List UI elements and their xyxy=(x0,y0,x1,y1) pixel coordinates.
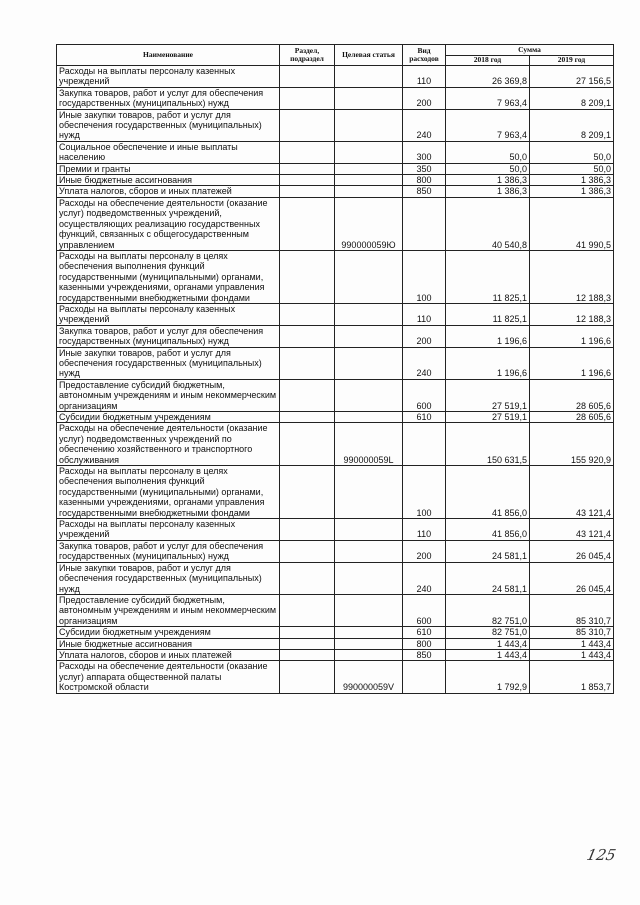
header-target: Целевая статья xyxy=(335,45,403,66)
cell-expense-type: 100 xyxy=(403,466,446,519)
cell-sum-2018: 41 856,0 xyxy=(446,466,530,519)
cell-sum-2018: 1 443,4 xyxy=(446,638,530,649)
cell-expense-type: 100 xyxy=(403,250,446,303)
cell-name: Социальное обеспечение и иные выплаты населению xyxy=(57,141,280,163)
table-row xyxy=(57,66,614,88)
cell-expense-type: 610 xyxy=(403,412,446,423)
table-row xyxy=(57,109,614,141)
cell-section xyxy=(280,661,335,693)
cell-sum-2019: 8 209,1 xyxy=(530,87,614,109)
cell-target xyxy=(335,627,403,638)
cell-name: Субсидии бюджетным учреждениям xyxy=(57,627,280,638)
cell-expense-type xyxy=(403,197,446,250)
cell-name: Расходы на выплаты персоналу казенных учреждений xyxy=(57,66,280,88)
cell-target xyxy=(335,109,403,141)
cell-section xyxy=(280,638,335,649)
cell-name: Иные бюджетные ассигнования xyxy=(57,175,280,186)
cell-sum-2018: 24 581,1 xyxy=(446,540,530,562)
cell-sum-2019: 43 121,4 xyxy=(530,519,614,541)
cell-name: Субсидии бюджетным учреждениям xyxy=(57,412,280,423)
cell-sum-2019: 1 443,4 xyxy=(530,649,614,660)
cell-name: Расходы на обеспечение деятельности (оказание услуг) подведомственных учреждений, осуществляющих реализацию государственных функций, связанных с общегосударственным управлением xyxy=(57,197,280,250)
cell-sum-2018: 27 519,1 xyxy=(446,412,530,423)
cell-sum-2018: 24 581,1 xyxy=(446,562,530,594)
cell-name: Расходы на обеспечение деятельности (оказание услуг) подведомственных учреждений по обеспечению хозяйственного и транспортного обслуживания xyxy=(57,423,280,466)
cell-expense-type: 850 xyxy=(403,649,446,660)
cell-sum-2019: 85 310,7 xyxy=(530,594,614,626)
cell-sum-2018: 41 856,0 xyxy=(446,519,530,541)
header-section: Раздел, подраздел xyxy=(280,45,335,66)
table-row xyxy=(57,141,614,163)
cell-name: Премии и гранты xyxy=(57,163,280,174)
cell-section xyxy=(280,594,335,626)
cell-sum-2018: 40 540,8 xyxy=(446,197,530,250)
cell-name: Расходы на выплаты персоналу казенных учреждений xyxy=(57,519,280,541)
cell-target xyxy=(335,562,403,594)
cell-sum-2019: 43 121,4 xyxy=(530,466,614,519)
cell-sum-2018: 11 825,1 xyxy=(446,250,530,303)
cell-section xyxy=(280,562,335,594)
cell-section xyxy=(280,519,335,541)
header-year-2018: 2018 год xyxy=(446,56,530,66)
cell-name: Иные закупки товаров, работ и услуг для обеспечения государственных (муниципальных) нужд xyxy=(57,347,280,379)
table-row xyxy=(57,562,614,594)
cell-section xyxy=(280,649,335,660)
cell-target xyxy=(335,379,403,411)
cell-expense-type: 850 xyxy=(403,186,446,197)
cell-sum-2018: 11 825,1 xyxy=(446,303,530,325)
cell-name: Закупка товаров, работ и услуг для обеспечения государственных (муниципальных) нужд xyxy=(57,325,280,347)
table-row xyxy=(57,186,614,197)
table-row xyxy=(57,519,614,541)
cell-sum-2018: 27 519,1 xyxy=(446,379,530,411)
cell-sum-2018: 82 751,0 xyxy=(446,627,530,638)
cell-section xyxy=(280,412,335,423)
table-row xyxy=(57,540,614,562)
header-name: Наименование xyxy=(57,45,280,66)
table-row xyxy=(57,412,614,423)
cell-section xyxy=(280,627,335,638)
cell-expense-type: 200 xyxy=(403,325,446,347)
table-row xyxy=(57,87,614,109)
cell-name: Уплата налогов, сборов и иных платежей xyxy=(57,186,280,197)
table-row xyxy=(57,250,614,303)
cell-target xyxy=(335,303,403,325)
cell-target xyxy=(335,519,403,541)
cell-sum-2019: 12 188,3 xyxy=(530,250,614,303)
table-row xyxy=(57,303,614,325)
page-number: 125 xyxy=(585,846,618,864)
cell-sum-2019: 26 045,4 xyxy=(530,540,614,562)
table-body xyxy=(57,66,614,694)
table-row xyxy=(57,638,614,649)
cell-sum-2019: 85 310,7 xyxy=(530,627,614,638)
table-row xyxy=(57,175,614,186)
cell-target xyxy=(335,87,403,109)
cell-section xyxy=(280,66,335,88)
cell-sum-2019: 8 209,1 xyxy=(530,109,614,141)
table-row xyxy=(57,423,614,466)
header-sum: Сумма xyxy=(446,45,614,56)
cell-sum-2019: 41 990,5 xyxy=(530,197,614,250)
cell-section xyxy=(280,466,335,519)
cell-name: Иные закупки товаров, работ и услуг для обеспечения государственных (муниципальных) нужд xyxy=(57,562,280,594)
cell-expense-type: 240 xyxy=(403,109,446,141)
table-row xyxy=(57,163,614,174)
cell-sum-2019: 50,0 xyxy=(530,163,614,174)
cell-section xyxy=(280,141,335,163)
cell-section xyxy=(280,379,335,411)
cell-sum-2018: 7 963,4 xyxy=(446,109,530,141)
cell-name: Расходы на обеспечение деятельности (оказание услуг) аппарата общественной палаты Костромской области xyxy=(57,661,280,693)
cell-section xyxy=(280,175,335,186)
cell-target: 990000059Ю xyxy=(335,197,403,250)
cell-target: 990000059L xyxy=(335,423,403,466)
cell-name: Закупка товаров, работ и услуг для обеспечения государственных (муниципальных) нужд xyxy=(57,540,280,562)
cell-expense-type xyxy=(403,661,446,693)
cell-sum-2018: 26 369,8 xyxy=(446,66,530,88)
cell-sum-2019: 1 443,4 xyxy=(530,638,614,649)
cell-section xyxy=(280,163,335,174)
cell-name: Иные закупки товаров, работ и услуг для обеспечения государственных (муниципальных) нужд xyxy=(57,109,280,141)
cell-target xyxy=(335,250,403,303)
cell-name: Предоставление субсидий бюджетным, автономным учреждениям и иным некоммерческим организациям xyxy=(57,379,280,411)
cell-section xyxy=(280,347,335,379)
cell-target xyxy=(335,186,403,197)
cell-sum-2018: 1 792,9 xyxy=(446,661,530,693)
cell-expense-type: 300 xyxy=(403,141,446,163)
cell-sum-2019: 1 853,7 xyxy=(530,661,614,693)
cell-section xyxy=(280,250,335,303)
cell-section xyxy=(280,186,335,197)
cell-sum-2019: 155 920,9 xyxy=(530,423,614,466)
cell-expense-type: 600 xyxy=(403,594,446,626)
cell-sum-2019: 28 605,6 xyxy=(530,379,614,411)
cell-sum-2018: 82 751,0 xyxy=(446,594,530,626)
table-row xyxy=(57,347,614,379)
cell-sum-2019: 28 605,6 xyxy=(530,412,614,423)
cell-sum-2018: 1 196,6 xyxy=(446,325,530,347)
cell-name: Расходы на выплаты персоналу в целях обеспечения выполнения функций государственными (муниципальными) органами, казенными учреждениями, органами управления государственными внебюджетными фондами xyxy=(57,466,280,519)
cell-expense-type: 800 xyxy=(403,638,446,649)
cell-target xyxy=(335,466,403,519)
cell-target xyxy=(335,325,403,347)
cell-sum-2019: 1 386,3 xyxy=(530,186,614,197)
cell-expense-type xyxy=(403,423,446,466)
cell-sum-2019: 50,0 xyxy=(530,141,614,163)
cell-sum-2018: 50,0 xyxy=(446,163,530,174)
cell-expense-type: 110 xyxy=(403,519,446,541)
cell-section xyxy=(280,423,335,466)
cell-sum-2018: 1 386,3 xyxy=(446,186,530,197)
cell-sum-2019: 1 196,6 xyxy=(530,347,614,379)
cell-sum-2019: 12 188,3 xyxy=(530,303,614,325)
header-expense-type: Вид расходов xyxy=(403,45,446,66)
cell-sum-2019: 1 386,3 xyxy=(530,175,614,186)
table-row xyxy=(57,594,614,626)
cell-sum-2019: 27 156,5 xyxy=(530,66,614,88)
table-row xyxy=(57,325,614,347)
cell-expense-type: 610 xyxy=(403,627,446,638)
cell-expense-type: 200 xyxy=(403,87,446,109)
cell-expense-type: 240 xyxy=(403,562,446,594)
cell-section xyxy=(280,87,335,109)
table-header xyxy=(57,45,614,66)
cell-expense-type: 110 xyxy=(403,303,446,325)
cell-target xyxy=(335,594,403,626)
cell-sum-2018: 1 443,4 xyxy=(446,649,530,660)
table-row xyxy=(57,627,614,638)
table-row xyxy=(57,649,614,660)
cell-section xyxy=(280,197,335,250)
cell-expense-type: 600 xyxy=(403,379,446,411)
cell-name: Расходы на выплаты персоналу в целях обеспечения выполнения функций государственными (муниципальными) органами, казенными учреждениями, органами управления государственными внебюджетными фондами xyxy=(57,250,280,303)
cell-target xyxy=(335,638,403,649)
cell-expense-type: 800 xyxy=(403,175,446,186)
cell-target xyxy=(335,163,403,174)
cell-sum-2018: 150 631,5 xyxy=(446,423,530,466)
cell-sum-2018: 1 196,6 xyxy=(446,347,530,379)
cell-target xyxy=(335,540,403,562)
cell-section xyxy=(280,109,335,141)
cell-expense-type: 110 xyxy=(403,66,446,88)
header-year-2019: 2019 год xyxy=(530,56,614,66)
cell-target xyxy=(335,66,403,88)
table-row xyxy=(57,379,614,411)
table-row xyxy=(57,197,614,250)
cell-sum-2019: 1 196,6 xyxy=(530,325,614,347)
cell-sum-2018: 7 963,4 xyxy=(446,87,530,109)
budget-table xyxy=(56,44,614,694)
cell-name: Закупка товаров, работ и услуг для обеспечения государственных (муниципальных) нужд xyxy=(57,87,280,109)
cell-section xyxy=(280,540,335,562)
cell-section xyxy=(280,303,335,325)
cell-name: Предоставление субсидий бюджетным, автономным учреждениям и иным некоммерческим организациям xyxy=(57,594,280,626)
cell-target xyxy=(335,412,403,423)
cell-target xyxy=(335,175,403,186)
cell-expense-type: 350 xyxy=(403,163,446,174)
cell-target: 990000059V xyxy=(335,661,403,693)
cell-name: Иные бюджетные ассигнования xyxy=(57,638,280,649)
cell-name: Расходы на выплаты персоналу казенных учреждений xyxy=(57,303,280,325)
table-row xyxy=(57,661,614,693)
cell-target xyxy=(335,649,403,660)
cell-sum-2019: 26 045,4 xyxy=(530,562,614,594)
cell-expense-type: 240 xyxy=(403,347,446,379)
cell-target xyxy=(335,141,403,163)
cell-name: Уплата налогов, сборов и иных платежей xyxy=(57,649,280,660)
cell-sum-2018: 1 386,3 xyxy=(446,175,530,186)
cell-sum-2018: 50,0 xyxy=(446,141,530,163)
cell-expense-type: 200 xyxy=(403,540,446,562)
cell-section xyxy=(280,325,335,347)
table-row xyxy=(57,466,614,519)
cell-target xyxy=(335,347,403,379)
